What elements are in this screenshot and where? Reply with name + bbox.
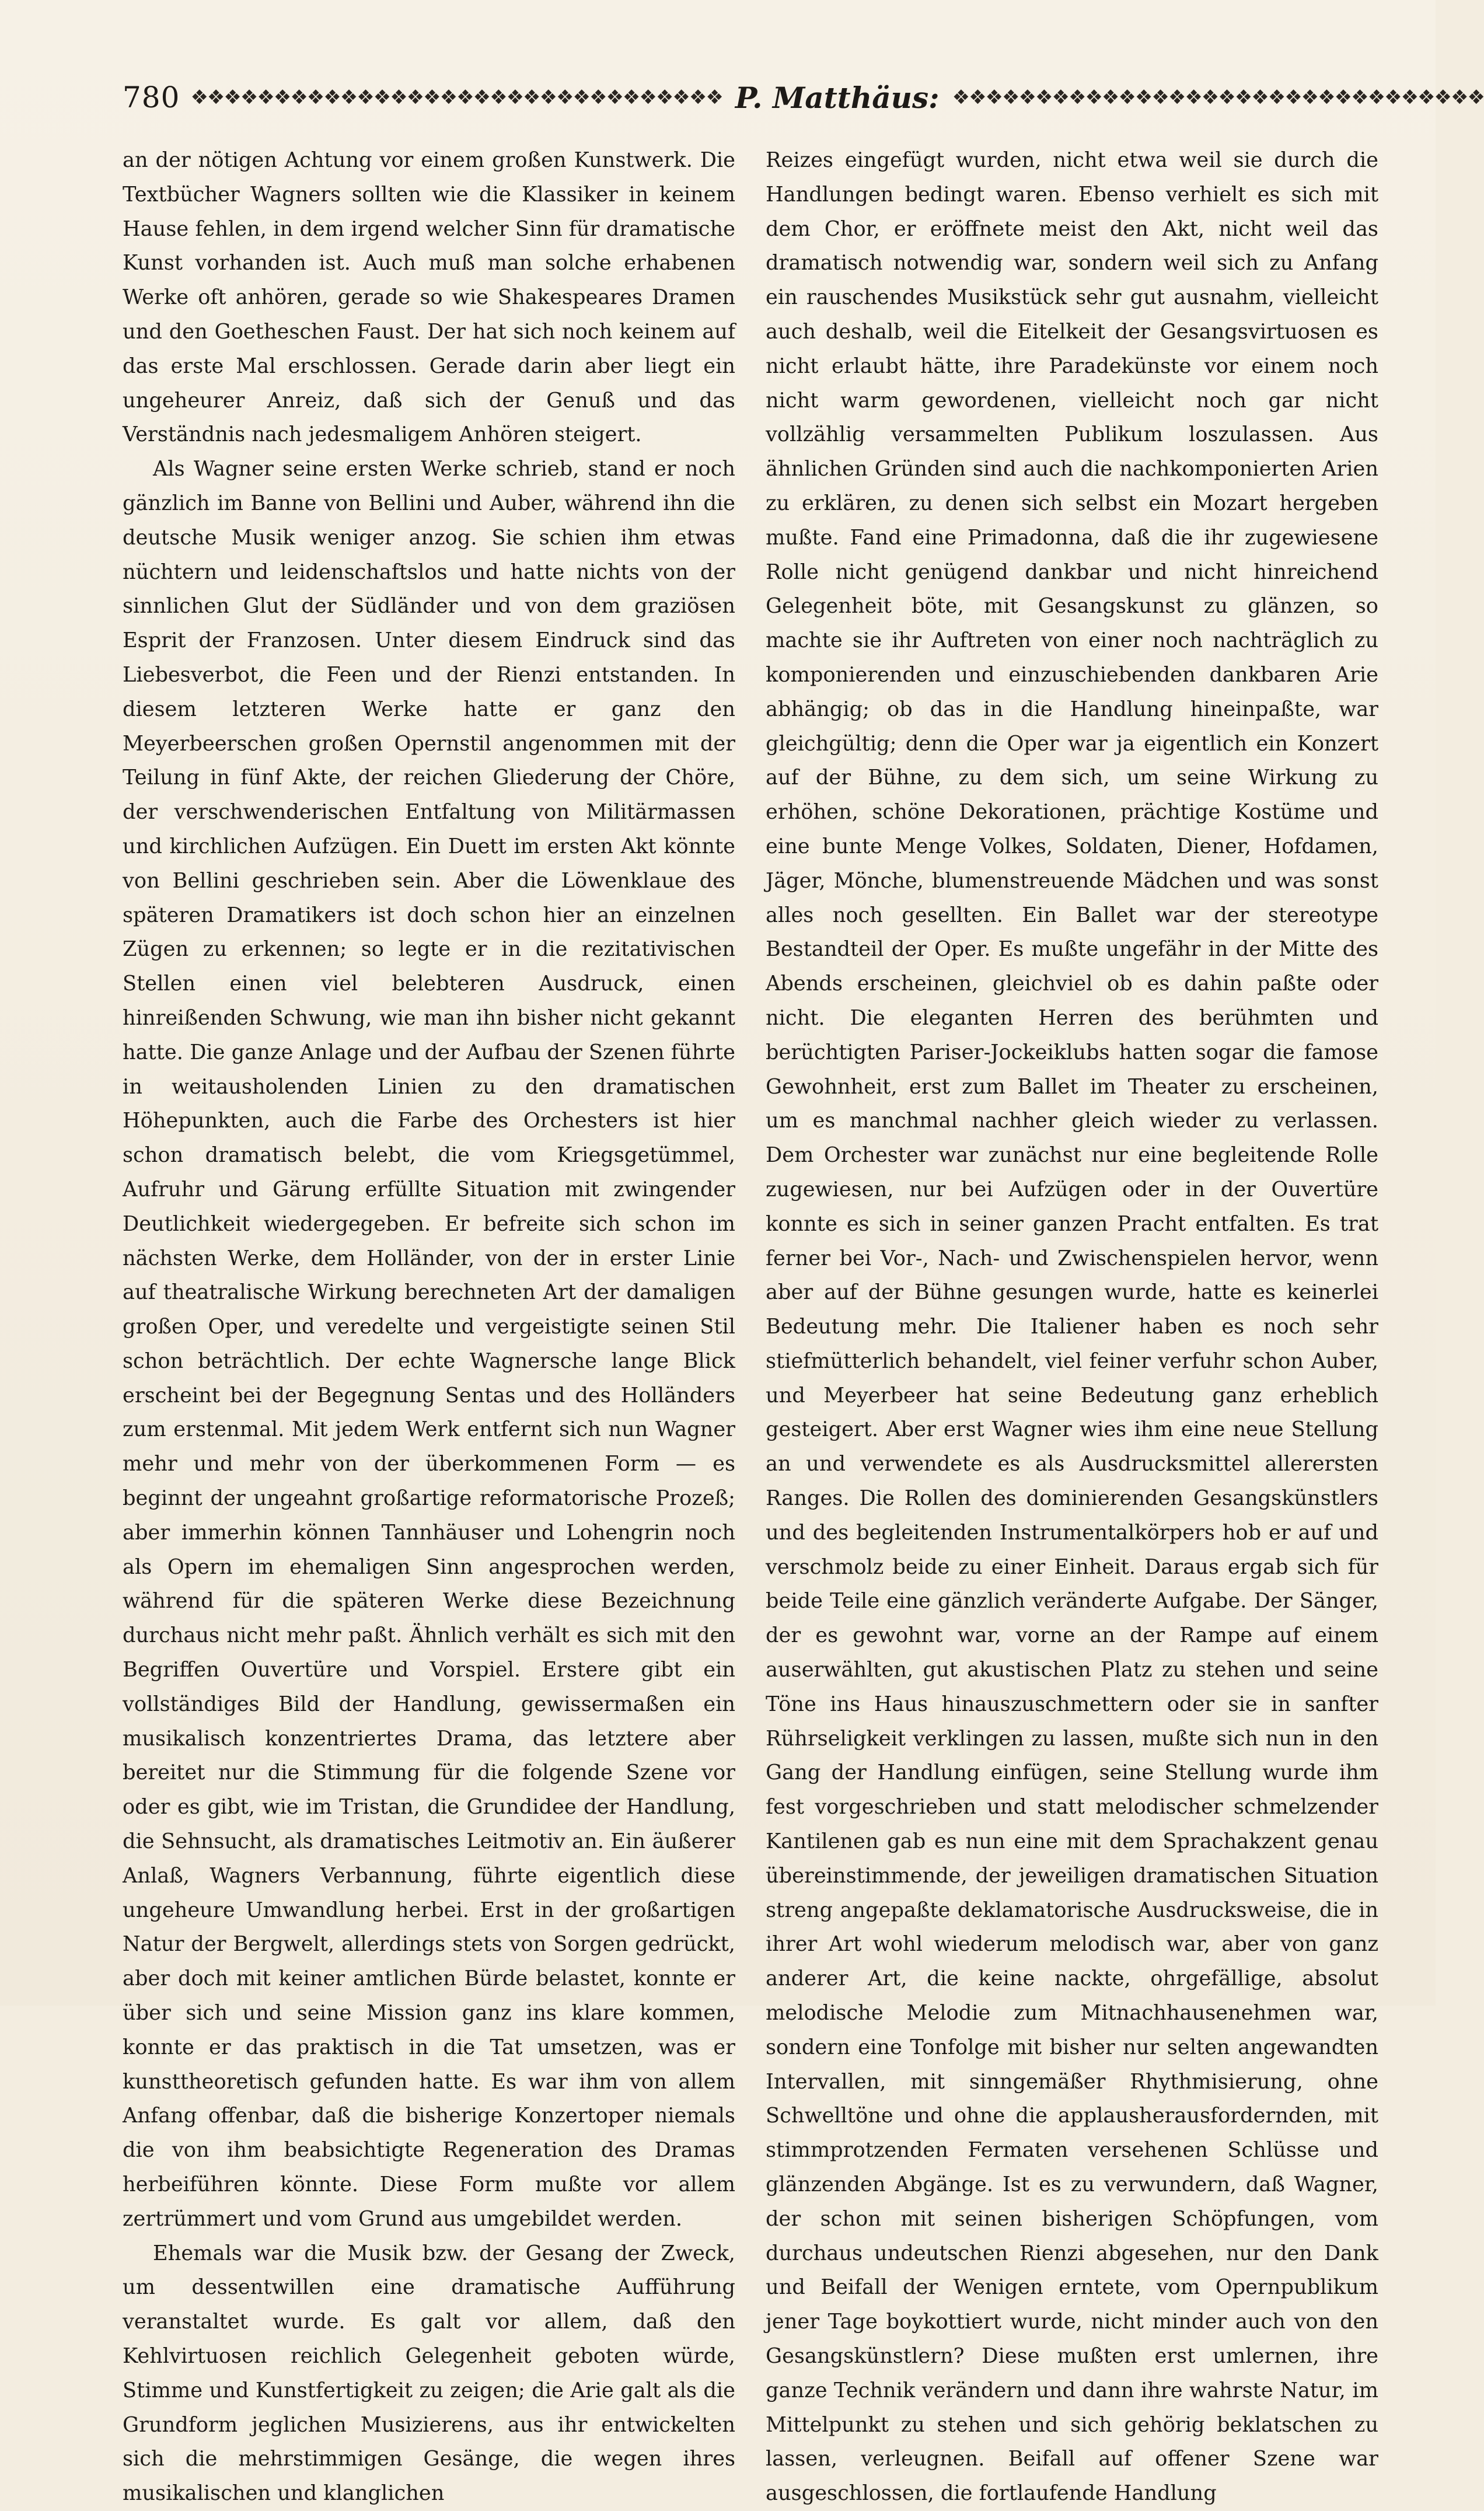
paragraph: Ehemals war die Musik bzw. der Gesang der Zweck, um dessentwillen eine dramatische Aufführung veranstaltet wurde. Es galt vor allem, daß den Kehlvirtuosen reichlich Gelegenheit geboten würde, Stimme und Kunstfertigkeit zu zeigen; die Arie galt als die Grundform jeglichen Musizierens, aus ihr entwickelten sich die mehrstimmigen Gesänge, die wegen ihres musikalischen und klanglichen (123, 2241, 735, 2506)
paragraph: Als Wagner seine ersten Werke schrieb, stand er noch gänzlich im Banne von Bellini und Auber, während ihn die deutsche Musik weniger anzog. Sie schien ihm etwas nüchtern und leidenschaftslos und hatte nichts von der sinnlichen Glut der Südländer und von dem graziösen Esprit der Franzosen. Unter diesem Eindruck sind das Liebesverbot, die Feen und der Rienzi entstanden. In diesem letzteren Werke hatte er ganz den Meyerbeerschen großen Opernstil angenommen mit der Teilung in fünf Akte, der reichen Gliederung der Chöre, der verschwenderischen Entfaltung von Militärmassen und kirchlichen Aufzügen. Ein Duett im ersten Akt könnte von Bellini geschrieben sein. Aber die Löwenklaue des späteren Dramatikers ist doch schon hier an einzelnen Zügen zu erkennen; so legte er in die rezitativischen Stellen einen viel belebteren Ausdruck, einen hinreißenden Schwung, wie man ihn bisher nicht gekannt hatte. Die ganze Anlage und der Aufbau der Szenen führte in weitausholenden Linien zu den dramatischen Höhepunkten, auch die Farbe des Orchesters ist hier schon dramatisch belebt, die vom Kriegsgetümmel, Aufruhr und Gärung erfüllte Situation mit zwingender Deutlichkeit wiedergegeben. Er befreite sich schon im nächsten Werke, dem Holländer, von der in erster Linie auf theatralische Wirkung berechneten Art der damaligen großen Oper, und veredelte und vergeistigte seinen Stil schon beträchtlich. Der echte Wagnersche lange Blick erscheint bei der Begegnung Sentas und des Holländers zum erstenmal. Mit jedem Werk entfernt sich nun Wagner mehr und mehr von der überkommenen Form — es beginnt der ungeahnt großartige reformatorische Prozeß; aber immerhin können Tannhäuser und Lohengrin noch als Opern im ehemaligen Sinn angesprochen werden, während für die späteren Werke diese Bezeichnung durchaus nicht mehr paßt. Ähnlich verhält es sich mit den Begriffen Ouvertüre und Vorspiel. Erstere gibt ein vollständiges Bild der Handlung, gewissermaßen ein musikalisch konzentriertes Drama, das letztere aber bereitet nur die Stimmung für die folgende Szene vor oder es gibt, wie im Tristan, die Grundidee der Handlung, die Sehnsucht, als dramatisches Leitmotiv an. Ein äußerer Anlaß, Wagners Verbannung, führte eigentlich diese ungeheure Umwandlung herbei. Erst in der großartigen Natur der Bergwelt, allerdings stets von Sorgen gedrückt, aber doch mit keiner amtlichen Bürde belastet, konnte er über sich und seine Mission ganz ins klare kommen, konnte er das praktisch in die Tat umsetzen, was er kunsttheoretisch gefunden hatte. Es war ihm von allem Anfang offenbar, daß die bisherige Konzertoper niemals die von ihm beabsichtigte Regeneration des Dramas herbeiführen könnte. Diese Form mußte vor allem zertrümmert und vom Grund aus umgebildet werden. (123, 457, 735, 2231)
left-column (123, 144, 735, 2506)
ornament-border-right: ❖❖❖❖❖❖❖❖❖❖❖❖❖❖❖❖❖❖❖❖❖❖❖❖❖❖❖❖❖❖❖❖ (952, 86, 1484, 109)
ornament-border-left: ❖❖❖❖❖❖❖❖❖❖❖❖❖❖❖❖❖❖❖❖❖❖❖❖❖❖❖❖❖❖❖❖ (190, 86, 722, 109)
page-number: 780 (123, 81, 180, 114)
running-head: P. Matthäus: (735, 80, 940, 115)
paragraph: an der nötigen Achtung vor einem großen Kunstwerk. Die Textbücher Wagners sollten wie die Klassiker in keinem Hause fehlen, in dem irgend welcher Sinn für dramatische Kunst vorhanden ist. Auch muß man solche erhabenen Werke oft anhören, gerade so wie Shakespeares Dramen und den Goetheschen Faust. Der hat sich noch keinem auf das erste Mal erschlossen. Gerade darin aber liegt ein ungeheurer Anreiz, daß sich der Genuß und das Verständnis nach jedesmaligem Anhören steigert. (123, 148, 735, 447)
page-header (123, 75, 1484, 120)
paragraph: Reizes eingefügt wurden, nicht etwa weil sie durch die Handlungen bedingt waren. Ebenso verhielt es sich mit dem Chor, er eröffnete meist den Akt, nicht weil das dramatisch notwendig war, sondern weil sich zu Anfang ein rauschendes Musikstück sehr gut ausnahm, vielleicht auch deshalb, weil die Eitelkeit der Gesangsvirtuosen es nicht erlaubt hätte, ihre Paradekünste vor einem noch nicht warm gewordenen, vielleicht noch gar nicht vollzählig versammelten Publikum loszulassen. Aus ähnlichen Gründen sind auch die nachkomponierten Arien zu erklären, zu denen sich selbst ein Mozart hergeben mußte. Fand eine Primadonna, daß die ihr zugewiesene Rolle nicht genügend dankbar und nicht hinreichend Gelegenheit böte, mit Gesangskunst zu glänzen, so machte sie ihr Auftreten von einer noch nachträglich zu komponierenden und einzuschiebenden dankbaren Arie abhängig; ob das in die Handlung hineinpaßte, war gleichgültig; denn die Oper war ja eigentlich ein Konzert auf der Bühne, zu dem sich, um seine Wirkung zu erhöhen, schöne Dekorationen, prächtige Kostüme und eine bunte Menge Volkes, Soldaten, Diener, Hofdamen, Jäger, Mönche, blumenstreuende Mädchen und was sonst alles noch gesellten. Ein Ballet war der stereotype Bestandteil der Oper. Es mußte ungefähr in der Mitte des Abends erscheinen, gleichviel ob es dahin paßte oder nicht. Die eleganten Herren des berühmten und berüchtigten Pariser-Jockeiklubs hatten sogar die famose Gewohnheit, erst zum Ballet im Theater zu erscheinen, um es manchmal nachher gleich wieder zu verlassen. Dem Orchester war zunächst nur eine begleitende Rolle zugewiesen, nur bei Aufzügen oder in der Ouvertüre konnte es sich in seiner ganzen Pracht entfalten. Es trat ferner bei Vor-, Nach- und Zwischenspielen hervor, wenn aber auf der Bühne gesungen wurde, hatte es keinerlei Bedeutung mehr. Die Italiener haben es noch sehr stiefmütterlich behandelt, viel feiner verfuhr schon Auber, und Meyerbeer hat seine Bedeutung ganz erheblich gesteigert. Aber erst Wagner wies ihm eine neue Stellung an und verwendete es als Ausdrucksmittel allerersten Ranges. Die Rollen des dominierenden Gesangskünstlers und des begleitenden Instrumentalkörpers hob er auf und verschmolz beide zu einer Einheit. Daraus ergab sich für beide Teile eine gänzlich veränderte Aufgabe. Der Sänger, der es gewohnt war, vorne an der Rampe auf einem auserwählten, gut akustischen Platz zu stehen und seine Töne ins Haus hinauszuschmettern oder sie in sanfter Rührseligkeit verklingen zu lassen, mußte sich nun in den Gang der Handlung einfügen, seine Stellung wurde ihm fest vorgeschrieben und statt melodischer schmelzender Kantilenen gab es nun eine mit dem Sprachakzent genau übereinstimmende, der jeweiligen dramatischen Situation streng angepaßte deklamatorische Ausdrucksweise, die in ihrer Art wohl wiederum melodisch war, aber von ganz anderer Art, die keine nackte, ohrgefällige, absolut melodische Melodie zum Mitnachhausenehmen war, sondern eine Tonfolge mit bisher nur selten angewandten Intervallen, mit sinngemäßer Rhythmisierung, ohne Schwelltöne und ohne die applausherausfordernden, mit stimmprotzenden Fermaten versehenen Schlüsse und glänzenden Abgänge. Ist es zu verwundern, daß Wagner, der schon mit seinen bisherigen Schöpfungen, vom durchaus undeutschen Rienzi abgesehen, nur den Dank und Beifall der Wenigen erntete, vom Opernpublikum jener Tage boykottiert wurde, nicht minder auch von den Gesangskünstlern? Diese mußten erst umlernen, ihre ganze Technik verändern und dann ihre wahrste Natur, im Mittelpunkt zu stehen und sich gehörig beklatschen zu lassen, verleugnen. Beifall auf offener Szene war ausgeschlossen, die fortlaufende Handlung (766, 148, 1378, 2506)
right-column (766, 144, 1378, 2506)
